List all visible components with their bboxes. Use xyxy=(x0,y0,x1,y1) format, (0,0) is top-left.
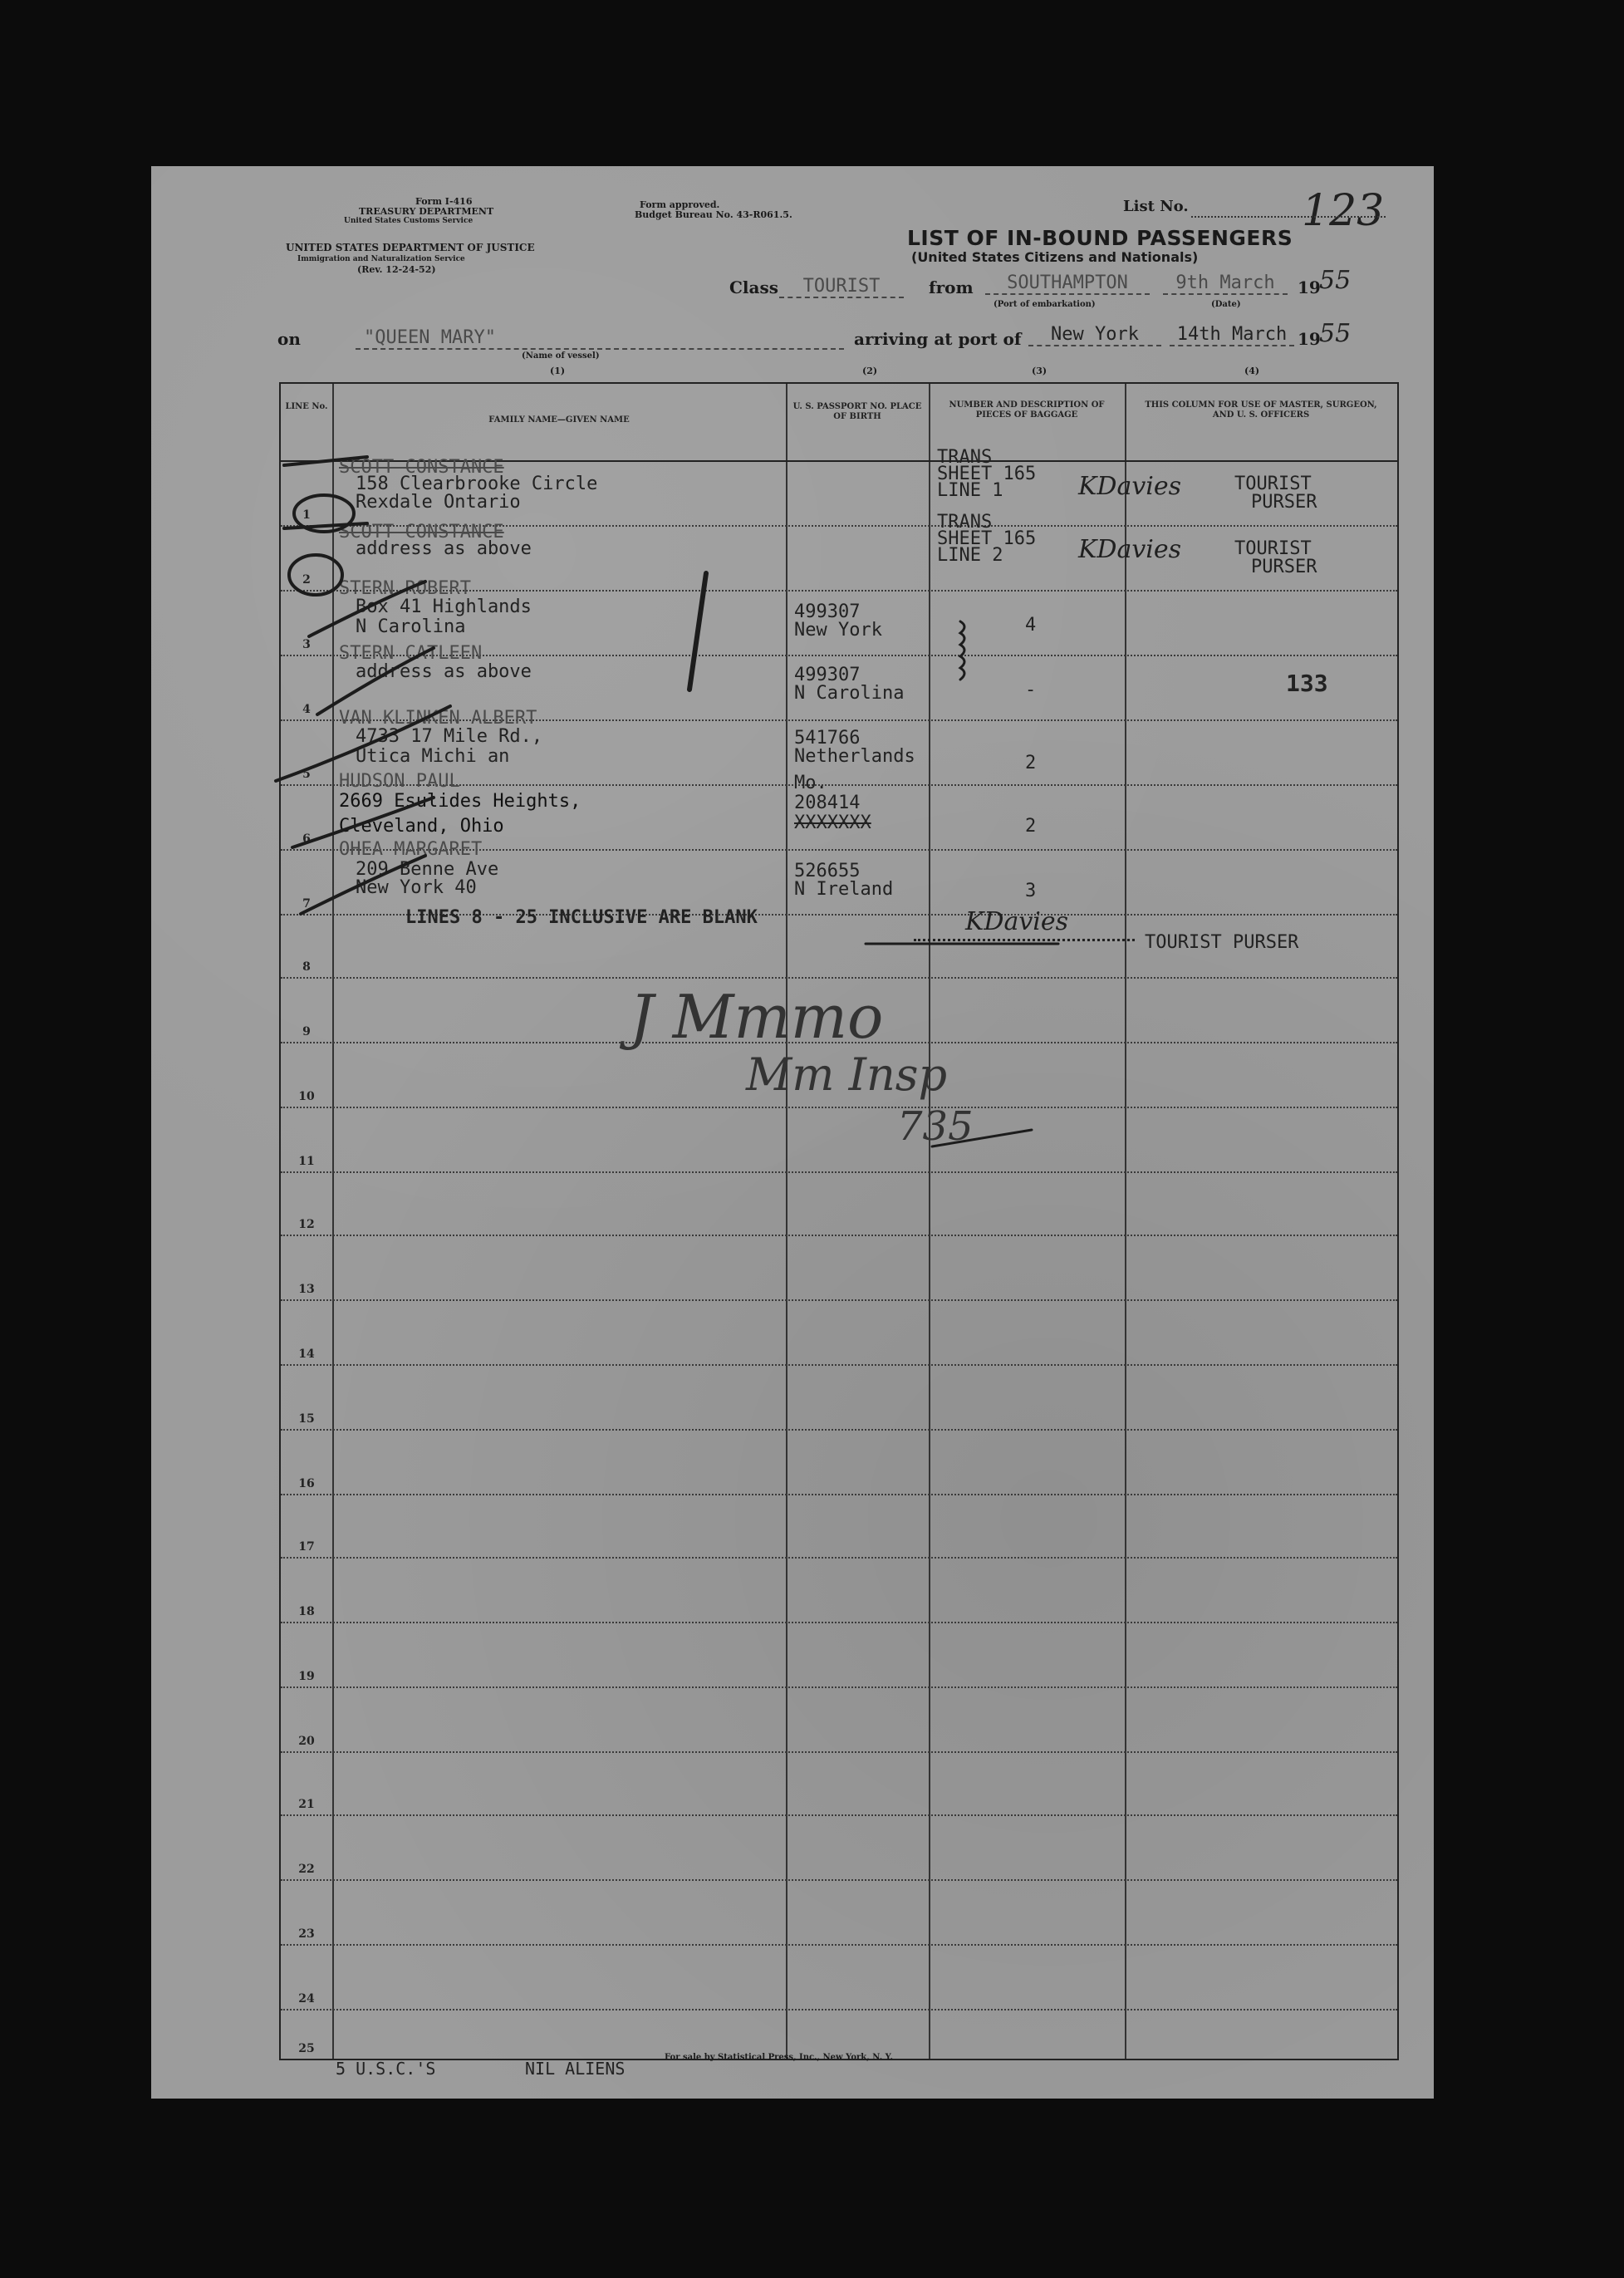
purser-signature: KDavies xyxy=(965,907,1069,936)
class-label: Class xyxy=(729,277,778,297)
baggage-count: 2 xyxy=(1025,753,1037,773)
col-num-4: (4) xyxy=(1244,366,1260,376)
year-prefix: 19 xyxy=(1298,277,1321,297)
baggage-count: 2 xyxy=(1025,816,1037,837)
passport-number: 526655 xyxy=(794,861,861,881)
line-number: 4 xyxy=(302,703,311,716)
passenger-address: address as above xyxy=(356,661,532,682)
line-number: 11 xyxy=(298,1155,315,1168)
circle-mark xyxy=(289,555,342,595)
col-num-3: (3) xyxy=(1032,366,1048,376)
customs-label: United States Customs Service xyxy=(344,217,473,225)
inspector-signature: J Mmmo xyxy=(630,982,884,1052)
header-baggage: NUMBER AND DESCRIPTION OF PIECES OF BAGGAGE xyxy=(949,400,1105,420)
col-num-2: (2) xyxy=(862,366,878,376)
arrival-year: 55 xyxy=(1319,319,1352,348)
check-mark xyxy=(276,706,450,781)
passport-number: 541766 xyxy=(794,728,861,749)
line-number: 1 xyxy=(302,508,311,522)
document-title: LIST OF IN-BOUND PASSENGERS xyxy=(907,226,1293,250)
list-no-label: List No. xyxy=(1123,198,1189,215)
passenger-name: SCOTT CONSTANCE xyxy=(339,522,504,542)
list-no-value: 123 xyxy=(1302,186,1385,236)
passport-number: 499307 xyxy=(794,665,861,685)
line-number: 12 xyxy=(298,1218,315,1231)
passenger-name: STERN CATLEEN xyxy=(339,643,483,664)
blank-lines-note: LINES 8 - 25 INCLUSIVE ARE BLANK xyxy=(405,907,758,928)
line-number: 25 xyxy=(298,2042,315,2055)
passenger-address: Box 41 Highlands xyxy=(356,597,532,617)
trans-reference: SHEET 165 xyxy=(937,464,1037,484)
arrival-date: 14th March xyxy=(1170,324,1294,346)
form-number: Form I-416 xyxy=(415,196,473,207)
line-number: 10 xyxy=(298,1090,315,1103)
passenger-address: 158 Clearbrooke Circle xyxy=(356,474,598,494)
passenger-name: HUDSON PAUL xyxy=(339,771,460,792)
place-of-birth: N Ireland xyxy=(794,879,894,900)
from-label: from xyxy=(929,277,974,297)
rev-label: (Rev. 12-24-52) xyxy=(357,264,436,275)
officer-note: TOURIST xyxy=(1234,474,1312,494)
trans-reference: LINE 2 xyxy=(937,545,1003,566)
place-of-birth: New York xyxy=(794,620,882,641)
passenger-address: address as above xyxy=(356,538,532,559)
officer-note: TOURIST xyxy=(1234,538,1312,559)
passport-number: 499307 xyxy=(794,601,861,622)
document-subtitle: (United States Citizens and Nationals) xyxy=(911,249,1199,265)
citizen-count: 5 U.S.C.'S xyxy=(336,2059,436,2079)
check-mark xyxy=(292,798,434,847)
col-num-1: (1) xyxy=(550,366,566,376)
officer-number: 133 xyxy=(1286,670,1328,697)
inspector-number: 735 xyxy=(897,1103,974,1150)
passport-prefix: Mo. xyxy=(794,773,827,793)
passenger-address: 4733 17 Mile Rd., xyxy=(356,726,543,747)
line-number: 23 xyxy=(298,1927,315,1941)
purser-signature: KDavies xyxy=(1078,472,1182,501)
passenger-address: N Carolina xyxy=(356,616,466,637)
line-number: 8 xyxy=(302,960,311,974)
line-number: 17 xyxy=(298,1540,315,1554)
treasury-label: TREASURY DEPARTMENT xyxy=(359,206,494,217)
passport-number: 208414 xyxy=(794,793,861,813)
line-number: 6 xyxy=(302,832,311,846)
passenger-address: Rexdale Ontario xyxy=(356,492,521,513)
port-caption: (Port of embarkation) xyxy=(994,300,1096,309)
officer-note: TOURIST PURSER xyxy=(1145,932,1299,953)
header-passport: U. S. PASSPORT NO. PLACE OF BIRTH xyxy=(792,402,922,421)
passenger-name: SCOTT CONSTANCE xyxy=(339,457,504,478)
officer-note: PURSER xyxy=(1251,492,1317,513)
passenger-name: STERN ROBERT xyxy=(339,578,471,599)
strike-mark xyxy=(284,523,367,528)
trans-reference: SHEET 165 xyxy=(937,528,1037,549)
baggage-count: 3 xyxy=(1025,881,1037,901)
check-mark xyxy=(309,582,425,636)
trans-reference: TRANS xyxy=(937,512,993,533)
line-number: 24 xyxy=(298,1992,315,2006)
header-line-no: LINE No. xyxy=(285,402,328,411)
line-number: 9 xyxy=(302,1025,311,1038)
line-number: 15 xyxy=(298,1412,315,1426)
line-number: 22 xyxy=(298,1863,315,1876)
passenger-address: Utica Michi an xyxy=(356,746,510,767)
form-approved: Form approved. xyxy=(640,199,720,210)
baggage-count: 4 xyxy=(1025,615,1037,636)
port-of-embarkation: SOUTHAMPTON xyxy=(985,272,1150,295)
line-number: 2 xyxy=(302,573,311,587)
check-mark xyxy=(317,648,434,714)
date-caption: (Date) xyxy=(1211,300,1241,309)
place-of-birth: N Carolina xyxy=(794,683,905,704)
line-number: 3 xyxy=(302,638,311,651)
line-number: 14 xyxy=(298,1348,315,1361)
arrival-port: New York xyxy=(1028,324,1161,346)
handwritten-marks xyxy=(151,166,1434,2099)
place-of-birth: Netherlands xyxy=(794,746,915,767)
place-of-birth: XXXXXXX xyxy=(794,813,871,833)
check-mark xyxy=(689,573,706,690)
line-number: 16 xyxy=(298,1477,315,1490)
underline-mark xyxy=(932,1130,1032,1146)
header-name: FAMILY NAME—GIVEN NAME xyxy=(488,415,630,425)
purser-signature: KDavies xyxy=(1078,535,1182,564)
bracket-mark xyxy=(960,621,964,680)
line-number: 18 xyxy=(298,1605,315,1618)
passenger-address: Cleveland, Ohio xyxy=(339,816,504,837)
line-number: 7 xyxy=(302,897,311,911)
trans-reference: TRANS xyxy=(937,447,993,468)
passenger-address: 2669 Esulides Heights, xyxy=(339,791,581,812)
line-number: 19 xyxy=(298,1670,315,1683)
check-mark xyxy=(301,856,425,914)
strike-mark xyxy=(284,457,367,465)
inspector-signature: Mm Insp xyxy=(746,1048,948,1101)
justice-label: UNITED STATES DEPARTMENT OF JUSTICE xyxy=(286,242,535,253)
line-number: 13 xyxy=(298,1283,315,1296)
passenger-name: OHEA MARGARET xyxy=(339,839,483,860)
line-number: 21 xyxy=(298,1798,315,1811)
class-value: TOURIST xyxy=(779,276,904,298)
alien-count: NIL ALIENS xyxy=(525,2059,626,2079)
trans-reference: LINE 1 xyxy=(937,480,1003,501)
on-label: on xyxy=(277,329,301,349)
officer-note: PURSER xyxy=(1251,557,1317,577)
baggage-count: - xyxy=(1025,680,1037,700)
header-officers: THIS COLUMN FOR USE OF MASTER, SURGEON, AND U. S. OFFICERS xyxy=(1145,400,1377,420)
line-number: 5 xyxy=(302,768,311,781)
passenger-address: 209 Benne Ave xyxy=(356,859,499,880)
arrival-year-prefix: 19 xyxy=(1298,329,1321,349)
printer-note: For sale by Statistical Press, Inc., New York, N. Y. xyxy=(665,2053,893,2062)
passenger-address: New York 40 xyxy=(356,877,477,898)
passenger-name: VAN KLINKEN ALBERT xyxy=(339,708,537,729)
ins-label: Immigration and Naturalization Service xyxy=(297,255,465,263)
line-number: 20 xyxy=(298,1735,315,1748)
manifest-sheet xyxy=(151,166,1434,2099)
departure-date: 9th March xyxy=(1163,272,1288,295)
arriving-label: arriving at port of xyxy=(854,329,1022,349)
departure-year: 55 xyxy=(1319,266,1352,295)
vessel-name: "QUEEN MARY" xyxy=(356,327,844,350)
vessel-caption: (Name of vessel) xyxy=(522,351,600,361)
budget-bureau: Budget Bureau No. 43-R061.5. xyxy=(635,209,792,220)
